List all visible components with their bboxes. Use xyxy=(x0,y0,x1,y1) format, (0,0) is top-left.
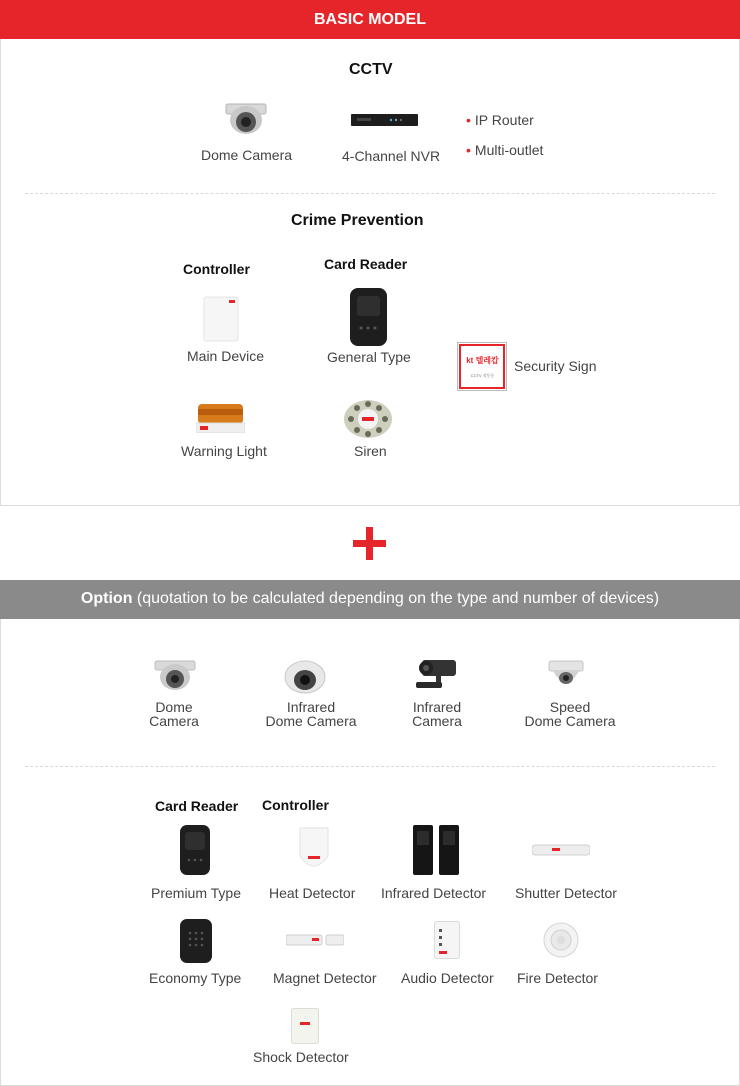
premium-type-label: Premium Type xyxy=(151,885,241,901)
option-cam-3-line2: Camera xyxy=(412,713,462,729)
option-cam-1-line2: Camera xyxy=(149,713,199,729)
option-panel xyxy=(0,619,740,1086)
multi-outlet-label: Multi-outlet xyxy=(474,142,544,158)
option-controller-header: Controller xyxy=(262,797,329,813)
plus-icon-bar xyxy=(353,540,386,547)
economy-type-label: Economy Type xyxy=(149,970,242,986)
option-speed-dome-camera-label xyxy=(510,700,630,728)
option-dome-camera-label xyxy=(114,700,234,728)
sign-bottom-text: CCTV 작동중 xyxy=(470,373,495,378)
heat-detector-label: Heat Detector xyxy=(269,885,356,901)
option-cam-4-line2: Dome Camera xyxy=(524,713,616,729)
bullet-ip-router: • IP Router xyxy=(466,112,534,128)
option-subtitle: (quotation to be calculated depending on the type and number of devices) xyxy=(136,590,660,607)
divider xyxy=(25,193,715,194)
dome-camera-icon xyxy=(154,660,196,692)
option-infrared-camera-label xyxy=(377,700,497,728)
shock-detector-label: Shock Detector xyxy=(253,1049,349,1065)
shock-detector-icon xyxy=(291,1008,319,1044)
dome-camera-icon xyxy=(224,102,268,138)
option-title: Option xyxy=(80,590,133,607)
ip-router-label: IP Router xyxy=(474,112,534,128)
bullet-multi-outlet: • Multi-outlet xyxy=(466,142,544,158)
warning-light-label: Warning Light xyxy=(181,443,267,459)
divider xyxy=(25,766,715,767)
card-reader-general-icon xyxy=(350,288,387,346)
nvr-icon xyxy=(351,113,418,127)
sign-top-text: kt 텔레캅 xyxy=(466,356,499,365)
crime-prevention-title: Crime Prevention xyxy=(291,212,424,229)
warning-light-icon xyxy=(196,404,245,433)
fire-detector-icon xyxy=(543,922,579,958)
security-sign-label: Security Sign xyxy=(514,358,597,374)
controller-header: Controller xyxy=(183,261,250,277)
option-cam-1-line1: Dome xyxy=(155,699,193,715)
magnet-detector-icon xyxy=(286,933,344,947)
main-device-label: Main Device xyxy=(187,348,265,364)
siren-icon xyxy=(343,399,393,439)
option-cam-4-line1: Speed xyxy=(549,699,591,715)
audio-detector-label: Audio Detector xyxy=(401,970,494,986)
option-card-reader-header: Card Reader xyxy=(155,798,239,814)
card-reader-premium-icon xyxy=(180,825,210,875)
option-infrared-dome-camera-label xyxy=(251,700,371,728)
siren-label: Siren xyxy=(354,443,387,459)
option-cam-2-line2: Dome Camera xyxy=(265,713,357,729)
option-cam-3-line1: Infrared xyxy=(412,699,462,715)
shutter-detector-icon xyxy=(532,844,590,856)
option-banner xyxy=(0,580,740,619)
card-reader-header: Card Reader xyxy=(324,256,408,272)
audio-detector-icon xyxy=(434,921,460,959)
dome-camera-label: Dome Camera xyxy=(201,147,293,163)
magnet-detector-label: Magnet Detector xyxy=(273,970,377,986)
cctv-title: CCTV xyxy=(349,61,393,78)
option-cam-2-line1: Infrared xyxy=(286,699,336,715)
infrared-detector-label: Infrared Detector xyxy=(381,885,487,901)
heat-detector-icon xyxy=(297,826,331,874)
infrared-dome-camera-icon xyxy=(284,660,326,694)
shutter-detector-label: Shutter Detector xyxy=(515,885,617,901)
nvr-label: 4-Channel NVR xyxy=(342,148,441,164)
general-type-label: General Type xyxy=(327,349,411,365)
fire-detector-label: Fire Detector xyxy=(517,970,598,986)
card-reader-economy-icon xyxy=(180,919,212,963)
speed-dome-camera-icon xyxy=(548,660,584,692)
security-sign-icon xyxy=(457,342,507,391)
basic-model-banner: BASIC MODEL xyxy=(0,0,740,39)
infrared-detector-icon xyxy=(413,825,459,875)
main-device-icon xyxy=(203,296,239,342)
infrared-camera-icon xyxy=(414,658,458,692)
